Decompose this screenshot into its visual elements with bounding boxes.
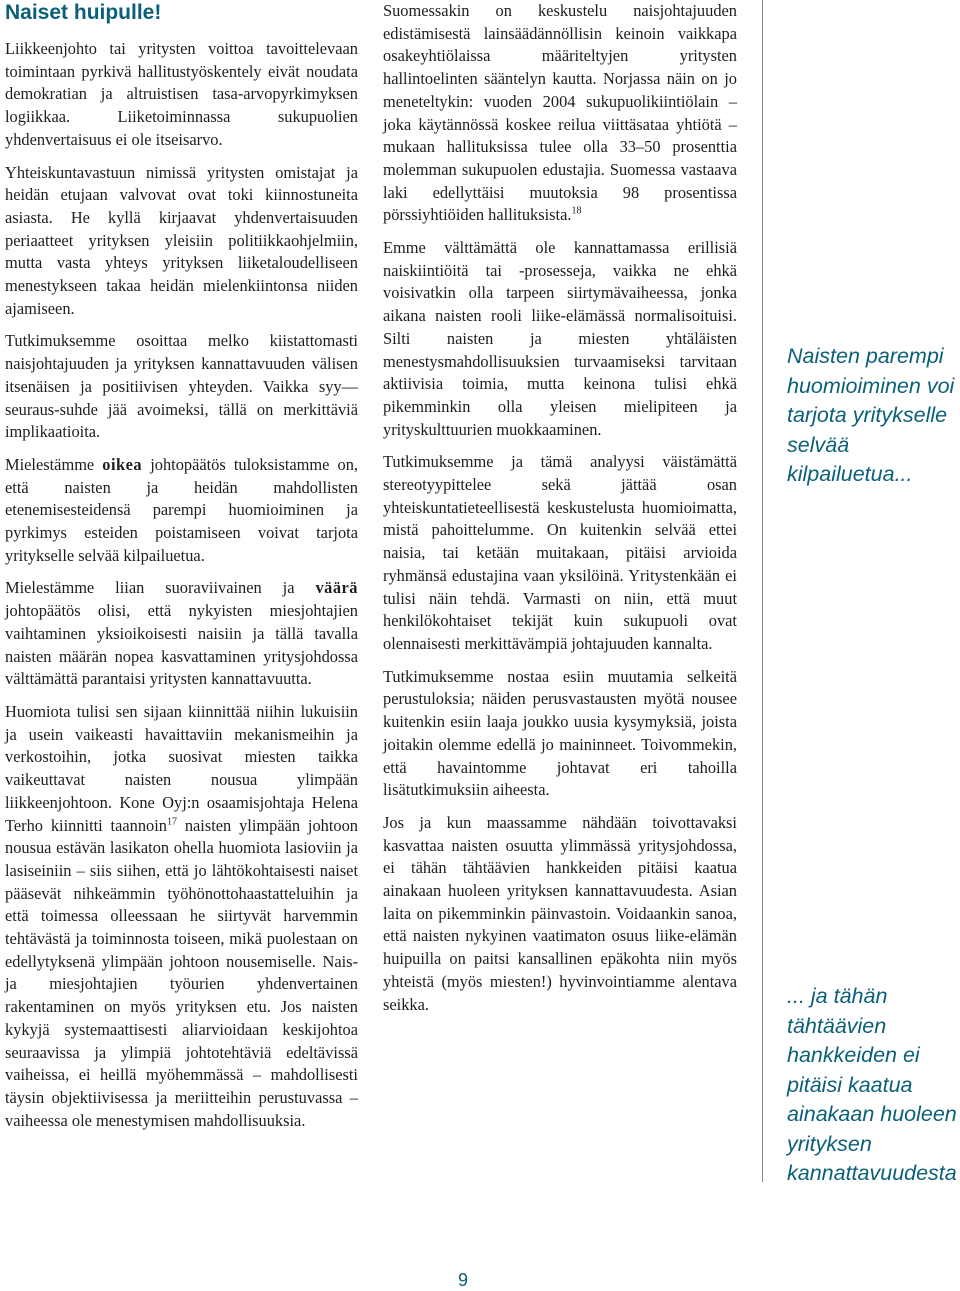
footnote-ref-18[interactable]: 18 bbox=[571, 205, 582, 217]
paragraph: Emme välttämättä ole kannattamassa erillisiä naiskiintiöitä tai -prosesseja, vaikka ne ehkä voisivatkin olla tarpeen siirtymävaiheessa, jonka aikana naisten rooli liike-elämässä normalisoituisi. Silti naisten ja miesten yhtäläisten menestysmahdollisuuksien turvaamiseksi tarvitaan aktiivisia toimia, mutta keinona tulisi ehkä pikemminkin olla yleisen mielipiteen ja yrityskulttuurien muokkaaminen. bbox=[383, 238, 737, 439]
paragraph bbox=[383, 0, 737, 227]
column-1 bbox=[5, 0, 358, 1142]
paragraph bbox=[5, 701, 358, 1132]
text-run: johtopäätös olisi, että nykyisten miesjohtajien vaihtaminen yksioikoisesti naisiin ja tällä tavalla naisten määrän nopea kasvattaminen yritysjohdossa välttämättä parantaisi yritysten kannattavuutta. bbox=[5, 601, 358, 689]
text-run: naisten ylimpään johtoon nousua estävän lasikaton ohella huomiota lasioviin ja lasiseiniin – siis siihen, että jo lähtökohtaisesti naiset pääsevät nihkeämmin työhönottohaastatteluihin ja että toimessa olleessaan he siirtyvät harvemmin tehtävästä ja toiminnosta toiseen, mikä puolestaan on edellytyksenä ylimpään johtoon nousemiselle. Nais- ja miesjohtajien työurien yhdenvertainen rakentaminen on myös yrityksen etu. Jos naisten kykyjä systemaattisesti aliarvioidaan keskijohtoa seuraavissa ja ylimpiä johtotehtäviä edeltävissä vaiheissa, ei heillä myöhemmässä – mahdollisesti täysin objektiivisessa ja meriitteihin perustuvassa – vaiheessa ole menestymisen mahdollisuuksia. bbox=[5, 815, 358, 1130]
paragraph: Yhteiskuntavastuun nimissä yritysten omistajat ja heidän etujaan valvovat ovat toki kiinnostuneita asiasta. He kyllä kirjaavat yhdenvertaisuuden periaatteet yrityksen yleisiin politiikkaohjelmiin, mutta vasta yhteys yrityksen liiketaloudelliseen menestykseen takaa heidän mielenkiintonsa niiden ajamiseen. bbox=[5, 162, 358, 318]
text-run: Suomessakin on keskustelu naisjohtajuuden edistämisestä lainsäädännöllisin keinoin vaikkapa osakeyhtiölaissa määriteltyjen yritysten hallintoelinten sääntelyn kautta. Norjassa näin on jo meneteltykin: vuoden 2004 sukupuolikiintiölain – joka käytännössä koskee reilua viittäsataa yhtiötä – mukaan hallituksissa tulee olla 33–50 prosenttia molemman sukupuolen edustajia. Suomessa vastaava laki edellyttäisi muutoksia 98 prosentissa pörssiyhtiöiden hallituksista. bbox=[383, 1, 737, 225]
paragraph: Liikkeenjohto tai yritysten voittoa tavoittelevaan toimintaan pyrkivä hallitustyöskentely eivät noudata demokratian ja altruistisen tasa-arvopyrkimyksen logiikkaa. Liiketoiminnassa sukupuolien yhdenvertaisuus ei ole itseisarvo. bbox=[5, 39, 358, 149]
pull-quote: ... ja tähän tähtäävien hankkeiden ei pitäisi kaatua ainakaan huoleen yrityksen kannattavuudesta bbox=[787, 984, 957, 1185]
emphasis-oikea: oikea bbox=[102, 454, 143, 474]
paragraph bbox=[5, 454, 358, 568]
text-run: Mielestämme bbox=[5, 454, 103, 474]
column-divider bbox=[762, 0, 763, 1182]
paragraph: Jos ja kun maassamme nähdään toivottavaksi kasvattaa naisten osuutta ylimmässä yritysjohdossa, ei tähän tähtäävien hankkeiden pitäisi kaatua ainakaan huoleen yrityksen kannattavuudesta. Asian laita on pikemminkin päinvastoin. Voidaankin sanoa, että naisten nykyinen vaatimaton osuus liike-elämän huipuilla on paitsi kansallinen epäkohta niin myös yhteistä (myös miesten!) hyvinvointiamme alentava seikka. bbox=[383, 812, 737, 1014]
paragraph: Tutkimuksemme osoittaa melko kiistattomasti naisjohtajuuden ja yrityksen kannattavuuden välisen itsenäisen ja positiivisen yhteyden. Vaikka syy—seuraus-suhde jää avoimeksi, tällä on merkittäviä implikaatioita. bbox=[5, 331, 358, 442]
pull-quote: Naisten parempi huomioiminen voi tarjota yritykselle selvää kilpailuetua... bbox=[787, 344, 955, 486]
column-2 bbox=[383, 0, 737, 1026]
footnote-ref-17[interactable]: 17 bbox=[167, 816, 177, 828]
paragraph bbox=[5, 577, 358, 691]
paragraph: Tutkimuksemme nostaa esiin muutamia selkeitä perustuloksia; näiden perusvastausten myötä nousee kuitenkin esiin laaja joukko uusia kysymyksiä, joista joitakin olemme edellä jo maininneet. Toivommekin, että havaintomme johtavat eri tahoilla lisätutkimuksiin aiheesta. bbox=[383, 666, 737, 800]
text-run: Huomiota tulisi sen sijaan kiinnittää niihin lukuisiin ja usein vaikeasti havaittaviin mekanismeihin ja verkostoihin, jotka suosivat miesten taikka vaikeuttavat naisten nousua ylimpään liikkeenjohtoon. Kone Oyj:n osaamisjohtaja Helena Terho kiinnitti taannoin bbox=[5, 701, 358, 835]
paragraph: Tutkimuksemme ja tämä analyysi väistämättä stereotyypittelee sekä jättää osan yhteiskuntatieteellisestä keskustelusta huomioimatta, mistä pahoittelumme. On kuitenkin selvää ettei naisia, tai ketään muitakaan, pitäisi arvioida ryhmänsä edustajina vaan yksilöinä. Yritystenkään ei tulisi näin tehdä. Varmasti on niin, että muut henkilökohtaiset tekijät kuin sukupuoli ovat olennaisesti merkittävämpiä johtajuuden kannalta. bbox=[383, 452, 737, 653]
text-run: johtopäätös tuloksistamme on, että naisten ja heidän mahdollisten etenemisesteidensä parempi huomioiminen ja pyrkimys esteiden poistamiseen voivat tarjota yritykselle selvää kilpailuetua. bbox=[5, 454, 358, 565]
page-number: 9 bbox=[457, 1270, 468, 1290]
text-run: Mielestämme liian suoraviivainen ja bbox=[5, 578, 316, 598]
article-heading: Naiset huipulle! bbox=[5, 1, 162, 24]
emphasis-vaara: väärä bbox=[315, 578, 358, 598]
